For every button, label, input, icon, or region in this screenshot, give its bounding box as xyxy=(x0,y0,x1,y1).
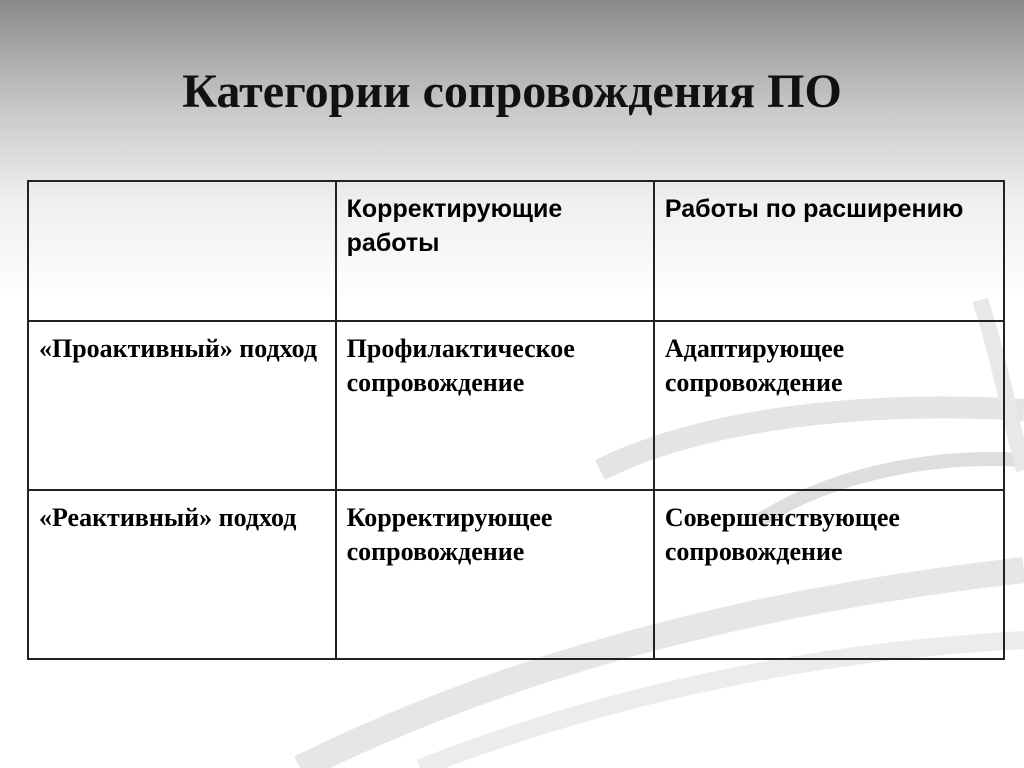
table-row xyxy=(28,490,1004,659)
table-row xyxy=(28,321,1004,490)
maintenance-categories-table xyxy=(27,180,1005,660)
cell-adaptive-maintenance: Адаптирующее сопровождение xyxy=(654,321,1004,490)
header-extension-work: Работы по расширению xyxy=(654,181,1004,321)
table-header-row xyxy=(28,181,1004,321)
cell-preventive-maintenance: Профилактическое сопровождение xyxy=(336,321,654,490)
row-label-proactive: «Проактивный» подход xyxy=(28,321,336,490)
table-corner-cell xyxy=(28,181,336,321)
slide-title: Категории сопровождения ПО xyxy=(182,65,842,118)
cell-perfective-maintenance: Совершенствующее сопровождение xyxy=(654,490,1004,659)
header-corrective-work: Корректирующие работы xyxy=(336,181,654,321)
cell-corrective-maintenance: Корректирующее сопровождение xyxy=(336,490,654,659)
row-label-reactive: «Реактивный» подход xyxy=(28,490,336,659)
